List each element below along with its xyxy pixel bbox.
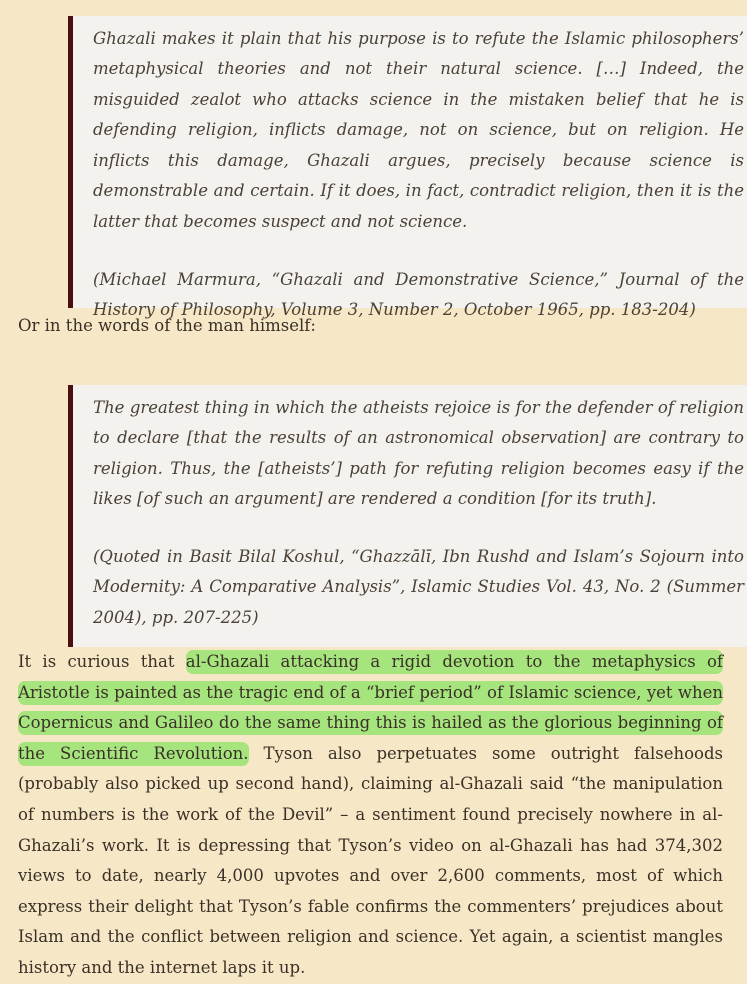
- quote-citation: (Michael Marmura, “Ghazali and Demonstrative Science,” Journal of the History of Philosophy, Volume 3, Number 2, October 1965, pp. 183-204): [93, 269, 744, 320]
- lead-in-text: Or in the words of the man himself:: [18, 316, 316, 335]
- quote-citation: (Quoted in Basit Bilal Koshul, “Ghazzālī, Ibn Rushd and Islam’s Sojourn into Modernity: A Comparative Analysis”, Islamic Studies Vol. 43, No. 2 (Summer 2004), pp. 207-225): [93, 546, 744, 628]
- body-paragraph: [18, 647, 723, 984]
- paragraph-text-start: It is curious that: [18, 652, 186, 671]
- quote-text: Ghazali makes it plain that his purpose is to refute the Islamic philosophers’ metaphysical theories and not their natural science. […] Indeed, the misguided zealot who attacks science in the mistaken belief that he is defending religion, inflicts damage, not on science, but on religion. He inflicts this damage, Ghazali argues, precisely because science is demonstrable and certain. If it does, in fact, contradict religion, then it is the latter that becomes suspect and not science.: [93, 28, 744, 232]
- quote-text: The greatest thing in which the atheists rejoice is for the defender of religion to declare [that the results of an astronomical observation] are contrary to religion. Thus, the [atheists’] path for refuting religion becomes easy if the likes [of such an argument] are rendered a condition [for its truth].: [93, 397, 744, 509]
- paragraph-text-end: Tyson also perpetuates some outright falsehoods (probably also picked up second hand), claiming al-Ghazali said “the manipulation of numbers is the work of the Devil” – a sentiment found precisely nowhere in al-Ghazali’s work. It is depressing that Tyson’s video on al-Ghazali has had 374,302 views to date, nearly 4,000 upvotes and over 2,600 comments, most of which express their delight that Tyson’s fable confirms the commenters’ prejudices about Islam and the conflict between religion and science. Yet again, a scientist mangles history and the internet laps it up.: [18, 743, 723, 977]
- blockquote-ghazali: [68, 385, 747, 647]
- blockquote-marmura: [68, 16, 747, 320]
- highlighted-text[interactable]: al-Ghazali attacking a rigid devotion to the metaphysics of Aristotle is painted as the tragic end of a “brief period” of Islamic science, yet when Copernicus and Galileo do the same thing this is hailed as the glorious beginning of the Scientific Revolution.: [18, 650, 723, 766]
